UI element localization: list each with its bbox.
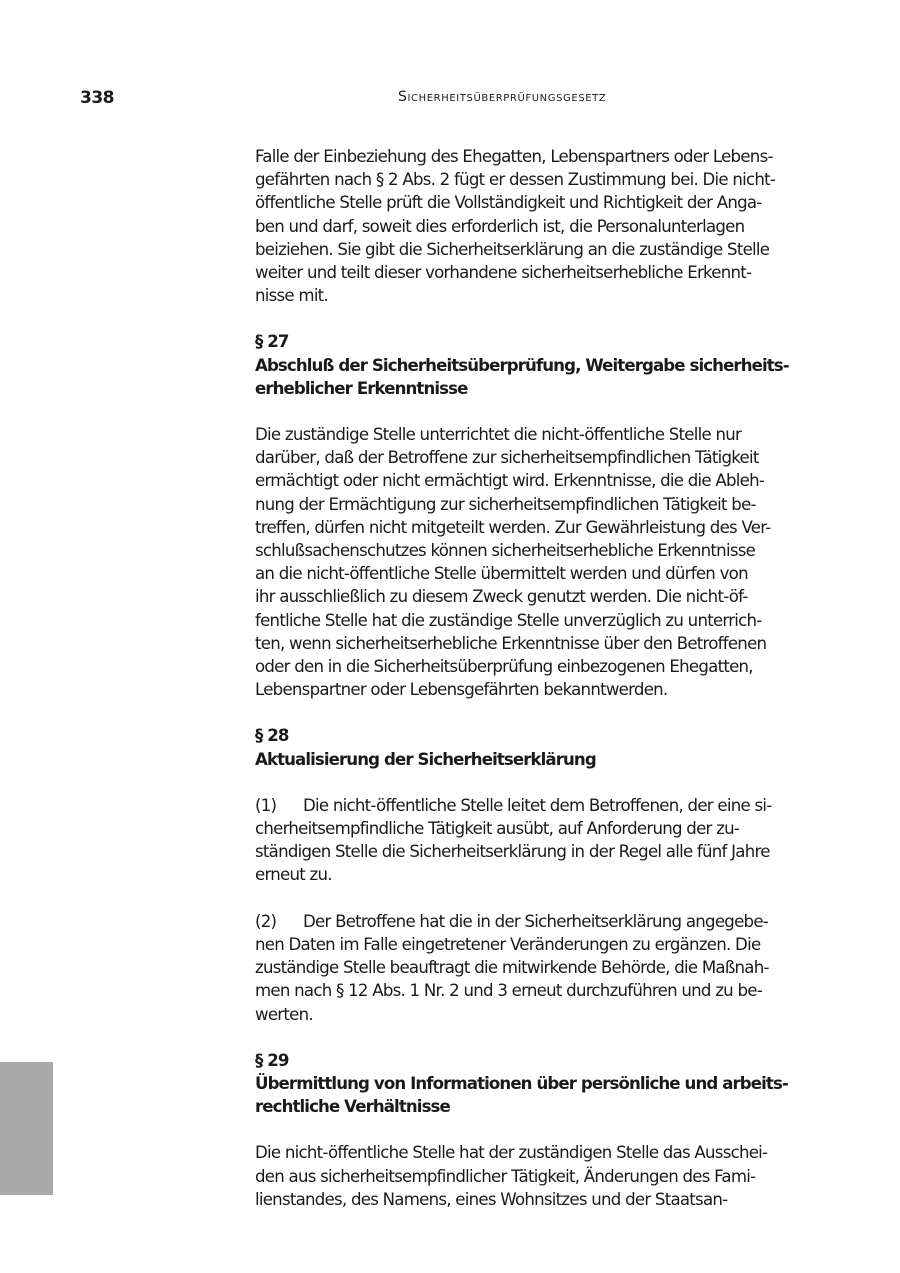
text-line: Die zuständige Stelle unterrichtet die nicht-öffentliche Stelle nur — [255, 425, 742, 445]
text-line: nung der Ermächtigung zur sicherheitsempfindlichen Tätigkeit be- — [255, 494, 756, 514]
paragraph-number: (2) — [255, 911, 277, 931]
text-line-content: Die nicht-öffentliche Stelle leitet dem Betroffenen, der eine si- — [303, 795, 772, 815]
section-number: § 29 — [255, 1050, 289, 1070]
text-line: fentliche Stelle hat die zuständige Stelle unverzüglich zu unterrich- — [255, 610, 762, 630]
text-line: ermächtigt oder nicht ermächtigt wird. Erkenntnisse, die die Ableh- — [255, 471, 765, 491]
text-line: nisse mit. — [255, 286, 328, 306]
text-line: ihr ausschließlich zu diesem Zweck genutzt werden. Die nicht-öf- — [255, 587, 748, 607]
intro-paragraph — [255, 145, 820, 307]
section-28-heading — [255, 724, 820, 770]
text-line: schlußsachenschutzes können sicherheitserhebliche Erkenntnisse — [255, 541, 756, 561]
text-line — [255, 794, 820, 817]
section-28-paragraph-1 — [255, 794, 820, 887]
text-line: Lebenspartner oder Lebensgefährten bekanntwerden. — [255, 680, 668, 700]
section-27-body — [255, 423, 820, 701]
text-line: men nach § 12 Abs. 1 Nr. 2 und 3 erneut durchzuführen und zu be- — [255, 981, 762, 1001]
text-line: gefährten nach § 2 Abs. 2 fügt er dessen Zustimmung bei. Die nicht- — [255, 170, 776, 190]
text-line — [255, 910, 820, 933]
text-line: ben und darf, soweit dies erforderlich ist, die Personalunterlagen — [255, 216, 745, 236]
text-line: zuständige Stelle beauftragt die mitwirkende Behörde, die Maßnah- — [255, 958, 769, 978]
page-number: 338 — [80, 88, 114, 108]
section-27-heading — [255, 330, 820, 400]
text-line: erneut zu. — [255, 865, 332, 885]
section-title-line: Übermittlung von Informationen über persönliche und arbeits- — [255, 1073, 788, 1093]
section-29-heading — [255, 1049, 820, 1119]
section-number: § 28 — [255, 726, 289, 746]
text-line: an die nicht-öffentliche Stelle übermittelt werden und dürfen von — [255, 564, 748, 584]
text-line: ten, wenn sicherheitserhebliche Erkenntnisse über den Betroffenen — [255, 633, 767, 653]
text-line: weiter und teilt dieser vorhandene sicherheitserhebliche Erkennt- — [255, 263, 752, 283]
paragraph-number: (1) — [255, 795, 277, 815]
text-line: den aus sicherheitsempfindlicher Tätigkeit, Änderungen des Fami- — [255, 1166, 756, 1186]
section-title-line: rechtliche Verhältnisse — [255, 1097, 450, 1117]
text-line: nen Daten im Falle eingetretener Veränderungen zu ergänzen. Die — [255, 934, 761, 954]
text-line: werten. — [255, 1004, 313, 1024]
page-content — [255, 145, 820, 1234]
text-line: ständigen Stelle die Sicherheitserklärung in der Regel alle fünf Jahre — [255, 842, 770, 862]
text-line: cherheitsempfindliche Tätigkeit ausübt, auf Anforderung der zu- — [255, 819, 740, 839]
side-thumb-tab — [0, 1062, 53, 1195]
text-line: treffen, dürfen nicht mitgeteilt werden. Zur Gewährleistung des Ver- — [255, 517, 771, 537]
text-line: lienstandes, des Namens, eines Wohnsitzes und der Staatsan- — [255, 1189, 728, 1209]
section-title-line: erheblicher Erkenntnisse — [255, 378, 468, 398]
text-line: beiziehen. Sie gibt die Sicherheitserklärung an die zuständige Stelle — [255, 239, 770, 259]
text-line: oder den in die Sicherheitsüberprüfung einbezogenen Ehegatten, — [255, 657, 753, 677]
text-line: Falle der Einbeziehung des Ehegatten, Lebenspartners oder Lebens- — [255, 147, 773, 166]
text-line: öffentliche Stelle prüft die Vollständigkeit und Richtigkeit der Anga- — [255, 193, 762, 213]
text-line: Die nicht-öffentliche Stelle hat der zuständigen Stelle das Ausschei- — [255, 1143, 768, 1163]
text-line-content: Der Betroffene hat die in der Sicherheitserklärung angegebe- — [303, 911, 769, 931]
section-29-body — [255, 1141, 820, 1211]
section-title-line: Aktualisierung der Sicherheitserklärung — [255, 749, 596, 769]
section-title-line: Abschluß der Sicherheitsüberprüfung, Weitergabe sicherheits- — [255, 355, 789, 375]
running-head: sicherheitsüberprüfungsgesetz — [398, 89, 607, 105]
text-line: darüber, daß der Betroffene zur sicherheitsempfindlichen Tätigkeit — [255, 448, 759, 468]
section-28-paragraph-2 — [255, 910, 820, 1026]
section-number: § 27 — [255, 332, 289, 352]
